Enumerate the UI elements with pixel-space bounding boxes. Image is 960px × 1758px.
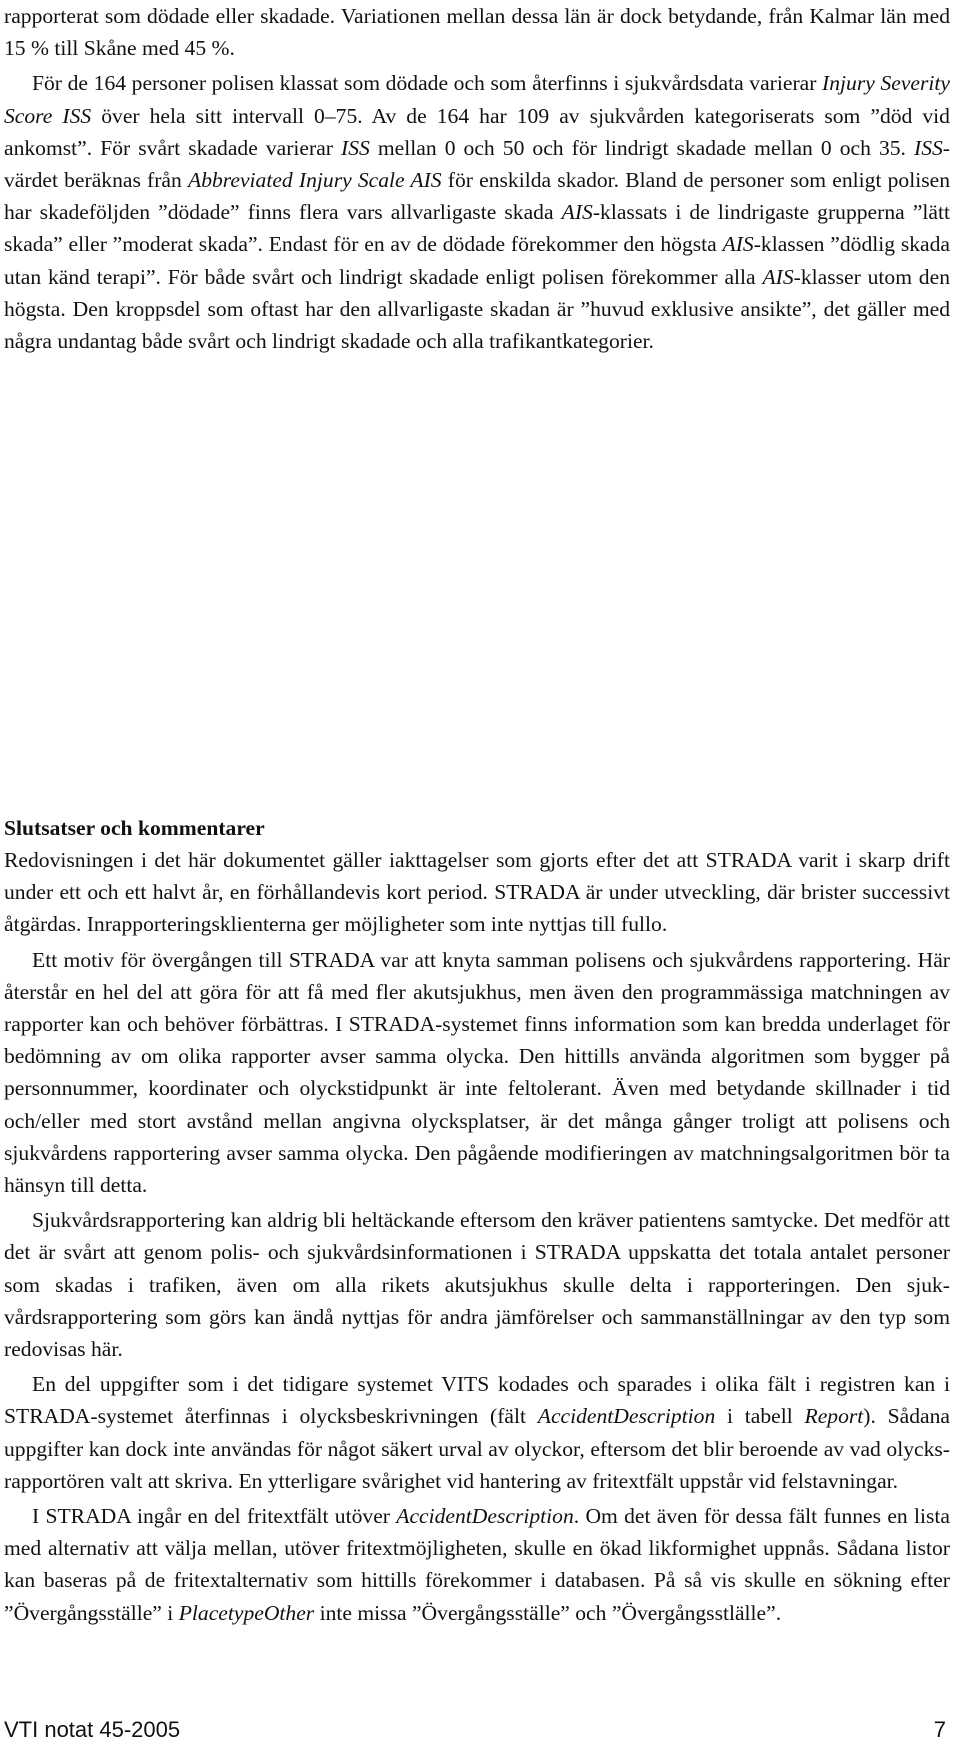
text-run: -klassats i de lindrigaste grupperna ”lätt skada” eller ”moderat skada”. Endast för en av de dödade förekommer den högsta [4, 200, 950, 257]
italic-term: AIS [561, 200, 593, 225]
text-run: . Om det även för dessa fält funnes en lista med alternativ att välja mellan, utöver fritextmöjligheten, skulle en ökad likformighet uppnås. Sådana listor kan baseras på de fritextalternativ som hittills förekommer i databasen. På så vis skulle en sökning efter ”Övergångsställe” i [4, 1504, 950, 1625]
paragraph-conclusions-5 [4, 1500, 950, 1629]
publication-id: VTI notat 45-2005 [4, 1717, 181, 1742]
text-run: För de 164 personer polisen klassat som dödade och som återfinns i sjukvårdsdata varierar [32, 71, 823, 96]
text-run: I STRADA ingår en del fritextfält utöver [32, 1504, 397, 1529]
text-run: Redovisningen i det här dokumentet gäller iakttagelser som gjorts efter det att STRADA varit i skarp drift under ett och ett halvt år, en förhållandevis kort period. STRADA är under utveckling, där brister successivt åtgärdas. Inrapporteringsklienterna ger möjligheter som inte nyttjas till fullo. [4, 848, 950, 937]
results-section [4, 0, 950, 357]
italic-term: PlacetypeOther [178, 1600, 315, 1625]
text-run: över hela sitt intervall 0–75. Av de 164 har 109 av sjukvården kategoriserats som ”död vid ankomst”. För svårt skadade varierar [4, 103, 950, 160]
section-heading: Slutsatser och kommentarer [4, 816, 265, 840]
text-run: En del uppgifter som i det tidigare systemet VITS kodades och sparades i olika fält i registren kan i STRADA-systemet återfinnas i olycksbeskrivningen (fält [4, 1372, 950, 1429]
text-run: ). Sådana uppgifter kan dock inte användas för något säkert urval av olyckor, eftersom det blir beroende av vad olycksrapportören valt att skriva. En ytterligare svårighet vid hantering av fritextfält uppstår vid felstavningar. [4, 1404, 950, 1493]
text-run: Sjukvårdsrapportering kan aldrig bli heltäckande eftersom den kräver patientens samtycke. Det medför att det är svårt att genom polis- och sjukvårdsinformationen i STRADA uppskatta det totala antalet personer som skadas i trafiken, även om alla rikets akutsjukhus skulle delta i rapporteringen. Den sjukvårdsrapportering som görs kan ändå nyttjas för andra jämförelser och sammanställningar av den typ som redovisas här. [4, 1208, 950, 1362]
paragraph-county-variation [4, 0, 950, 64]
page-number: 7 [933, 1717, 946, 1742]
text-run: inte missa ”Övergångsställe” och ”Övergångsstlälle”. [314, 1600, 782, 1625]
text-run: mellan 0 och 50 och för lindrigt skadade mellan 0 och 35. [369, 135, 914, 160]
italic-term: ISS [341, 135, 370, 160]
text-run: i tabell [715, 1404, 805, 1429]
paragraph-conclusions-2 [4, 944, 950, 1202]
italic-term: AIS [762, 264, 794, 289]
conclusions-section [4, 812, 950, 1629]
text-run: -värdet beräknas från [4, 135, 950, 193]
italic-term: AccidentDescription [396, 1504, 574, 1529]
paragraph-conclusions-1 [4, 844, 950, 941]
text-run: -klassen ”dödlig skada utan känd terapi”. För både svårt och lindrigt skadade enligt polisen förekommer alla [4, 232, 950, 289]
text-run: rapporterat som dödade eller skadade. Variationen mellan dessa län är dock betydande, från Kalmar län med 15 % till Skåne med 45 %. [4, 4, 950, 61]
italic-term: Injury Severity Score ISS [4, 71, 950, 128]
paragraph-iss-ais [4, 67, 950, 357]
italic-term: ISS [914, 135, 943, 160]
paragraph-conclusions-4 [4, 1368, 950, 1497]
text-run: -klasser utom den högsta. Den kroppsdel som oftast har den allvarligaste skadan är ”huvud exklusive ansikte”, det gäller med några undantag både svårt och lindrigt skadade och alla trafikantkategorier. [4, 264, 950, 354]
italic-term: AccidentDescription [537, 1404, 716, 1429]
text-run: Ett motiv för övergången till STRADA var att knyta samman polisens och sjukvårdens rapportering. Här återstår en hel del att göra för att få med fler akutsjukhus, men även den programmässiga matchningen av rapporter kan och behöver förbättras. I STRADA-systemet finns information som kan bredda underlaget för bedömning av om olika rapporter avser samma olycka. Den hittills använda algoritmen som bygger på personnummer, koordinater och olyckstidpunkt är inte feltolerant. Även med betydande skillnader i tid och/eller med stort avstånd mellan angivna olycksplatser, är det många gånger troligt att polisens och sjukvårdens rapportering avser samma olycka. Den pågående modifieringen av matchningsalgoritmen bör ta hänsyn till detta. [4, 947, 950, 1198]
text-run: för enskilda skador. Bland de personer som enligt polisen har skadeföljden ”dödade” finns flera vars allvarligaste skada [4, 168, 951, 225]
italic-term: Abbreviated Injury Scale AIS [188, 168, 442, 193]
paragraph-conclusions-3 [4, 1204, 950, 1365]
page-footer [4, 1716, 946, 1744]
italic-term: Report [804, 1404, 864, 1429]
italic-term: AIS [722, 232, 754, 257]
